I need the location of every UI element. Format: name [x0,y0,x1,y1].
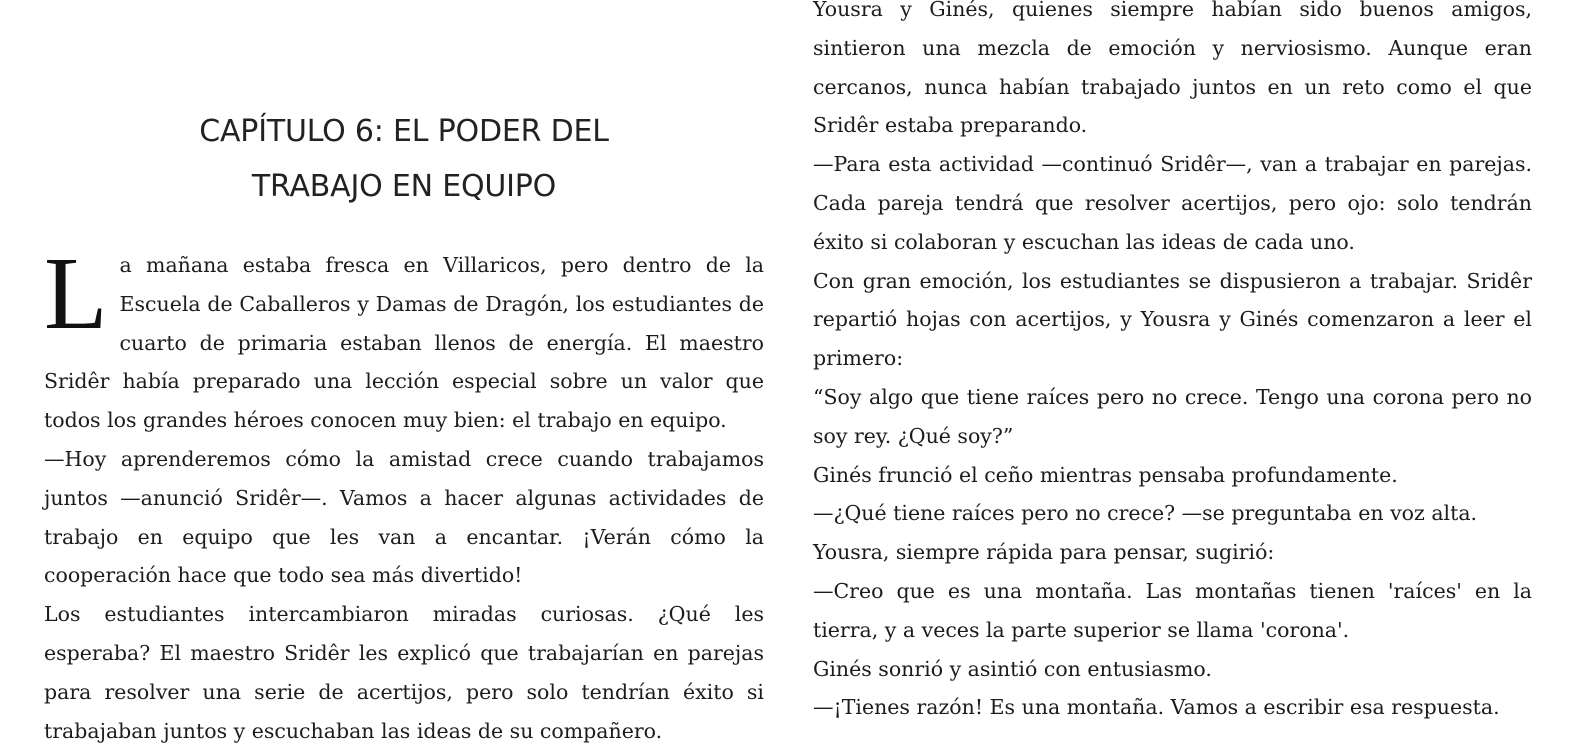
paragraph: —¿Qué tiene raíces pero no crece? —se preguntaba en voz alta. [813,501,1478,526]
paragraph: —Creo que es una montaña. Las montañas tienen 'raíces' en la tierra, y a veces la parte superior se llama 'corona'. [813,578,1532,642]
paragraph [44,236,764,440]
paragraph: “Soy algo que tiene raíces pero no crece. Tengo una corona pero no soy rey. ¿Qué soy?” [813,384,1532,448]
paragraph: Ginés sonrió y asintió con entusiasmo. [813,656,1212,681]
drop-cap: L [44,236,108,351]
paragraph: Los estudiantes intercambiaron miradas curiosas. ¿Qué les esperaba? El maestro Sridêr les explicó que trabajarían en parejas para resolver una serie de acertijos, pero solo tendrían éxito si trabajaban juntos y escuchaban las ideas de su compañero. [44,602,764,743]
paragraph: —¡Tienes razón! Es una montaña. Vamos a escribir esa respuesta. [813,695,1500,720]
paragraph: —Hoy aprenderemos cómo la amistad crece cuando trabajamos juntos —anunció Sridêr—. Vamos a hacer algunas actividades de trabajo en equipo que les van a encantar. ¡Verán cómo la cooperación hace que todo sea más divertido! [44,446,764,588]
right-page [813,0,1532,727]
paragraph: Ginés frunció el ceño mientras pensaba profundamente. [813,462,1398,487]
paragraph-text: a mañana estaba fresca en Villaricos, pero dentro de la Escuela de Caballeros y Damas de Dragón, los estudiantes de cuarto de primaria estaban llenos de energía. El maestro Sridêr había preparado una lección especial sobre un valor que todos los grandes héroes conocen muy bien: el trabajo en equipo. [44,253,764,433]
chapter-title [44,104,764,214]
paragraph: Con gran emoción, los estudiantes se dispusieron a trabajar. Sridêr repartió hojas con acertijos, y Yousra y Ginés comenzaron a leer el primero: [813,268,1532,371]
paragraph: Yousra y Ginés, quienes siempre habían sido buenos amigos, sintieron una mezcla de emoción y nerviosismo. Aunque eran cercanos, nunca habían trabajado juntos en un reto como el que Sridêr estaba preparando. [813,0,1532,138]
paragraph: —Para esta actividad —continuó Sridêr—, van a trabajar en parejas. Cada pareja tendrá que resolver acertijos, pero ojo: solo tendrán éxito si colaboran y escuchan las ideas de cada uno. [813,152,1532,254]
left-page [44,0,764,750]
chapter-title-line-2: TRABAJO EN EQUIPO [251,169,557,204]
chapter-title-line-1: CAPÍTULO 6: EL PODER DEL [199,114,609,149]
paragraph: Yousra, siempre rápida para pensar, sugirió: [813,540,1275,565]
